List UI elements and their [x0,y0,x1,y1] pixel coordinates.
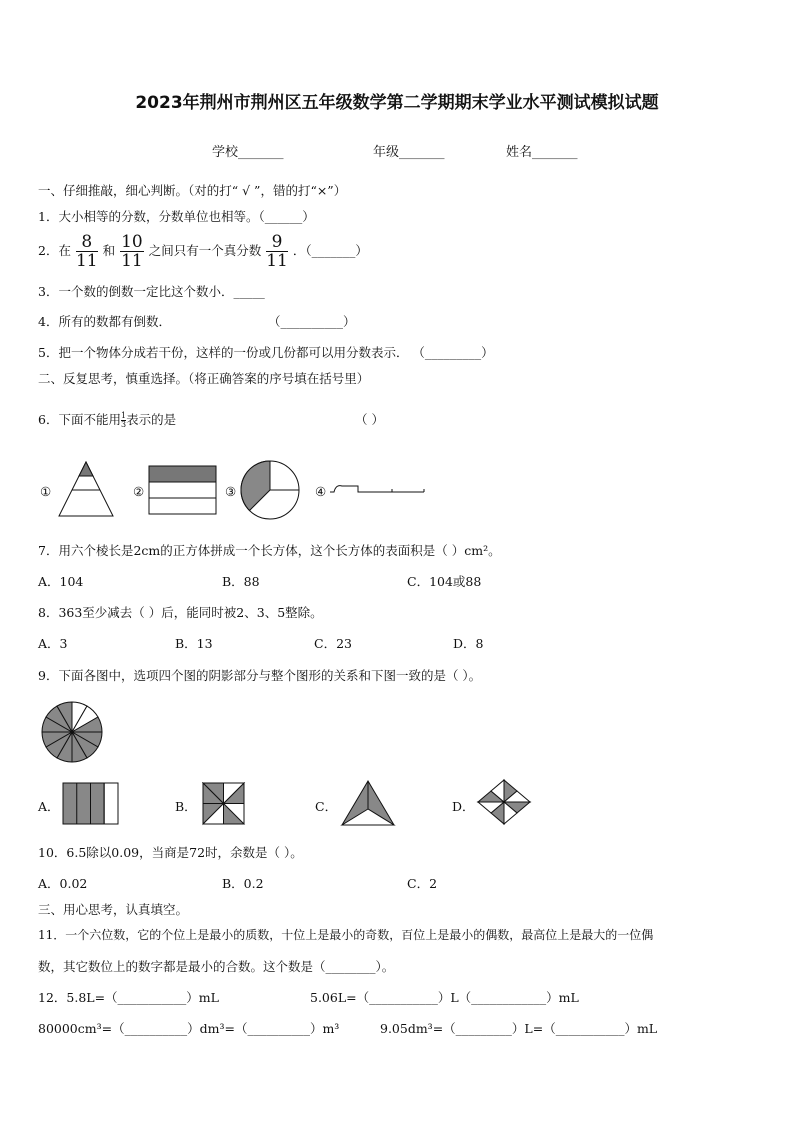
question-11-line-1: 11．一个六位数，它的个位上是最小的质数，十位上是最小的奇数，百位上是最小的偶数，最高位上是最大的一位偶 [38,928,654,942]
fraction-1-3: $\frac{1}{3}$ [120,411,127,429]
q10-option-c: C．2 [407,876,438,891]
q6-line-figure [328,480,428,496]
grade-field: 年级_______ [373,145,445,160]
question-10: 10．6.5除以0.09，当商是72时，余数是（ ）。 [38,845,303,860]
question-11-line-2: 数，其它数位上的数字都是最小的合数。这个数是（________）。 [38,959,395,974]
question-6 [38,410,176,429]
q2-suffix: ．（_______） [292,243,368,258]
section-2-heading: 二、反复思考，慎重选择。（将正确答案的序号填在括号里） [38,371,370,386]
q9-option-c-figure [340,779,396,827]
q8-option-d: D．8 [453,636,484,651]
q9-option-c-label: C． [315,799,338,814]
question-9: 9．下面各图中，选项四个图的阴影部分与整个图形的关系和下图一致的是（ ）。 [38,668,482,683]
q10-option-b: B．0.2 [222,876,264,891]
q6-triangle-figure [56,458,116,520]
q6-option-4-label: ④ [315,484,327,499]
q8-option-c: C．23 [314,636,352,651]
q9-option-a-figure [62,782,120,826]
q7-option-a: A．104 [38,574,84,589]
q6-option-3-label: ③ [225,484,237,499]
q8-option-a: A．3 [38,636,68,651]
page-title: 2023年荆州市荆州区五年级数学第二学期期末学业水平测试模拟试题 [135,93,659,113]
q9-option-d-figure [476,778,532,826]
q6-prefix: 6．下面不能用 [38,412,121,427]
section-1-heading: 一、仔细推敲，细心判断。（对的打“ √ ”，错的打“×”） [38,183,347,198]
q9-reference-circle [40,700,104,764]
question-4: 4．所有的数都有倒数． [38,314,171,329]
question-1: 1．大小相等的分数，分数单位也相等。（______） [38,209,315,224]
school-field: 学校_______ [212,145,284,160]
q6-rectangle-figure [148,465,218,517]
section-3-heading: 三、用心思考，认真填空。 [38,902,189,917]
q7-option-c: C．104或88 [407,574,482,589]
q2-and: 和 [102,243,116,258]
question-12-part-1: 12．5.8L=（___________）mL [38,990,219,1005]
fraction-9-11: $\frac{9}{11}$ [266,232,288,271]
question-2 [38,233,368,270]
q7-option-b: B．88 [222,574,260,589]
q6-option-2-label: ② [133,484,145,499]
question-12-part-2: 5.06L=（___________）L（____________）mL [310,990,579,1005]
q9-option-b-label: B． [175,799,197,814]
question-12-part-4: 9.05dm³=（_________）L=（___________）mL [380,1021,658,1036]
question-4-answer: （__________） [268,314,356,329]
q9-option-d-label: D． [452,799,475,814]
q8-option-b: B．13 [175,636,213,651]
q10-option-a: A．0.02 [38,876,88,891]
q2-prefix: 2．在 [38,243,71,258]
fraction-8-11: $\frac{8}{11}$ [75,232,98,271]
q6-option-1-label: ① [40,484,52,499]
q9-option-a-label: A． [38,799,60,814]
question-3: 3．一个数的倒数一定比这个数小．_____ [38,284,265,299]
question-5: 5．把一个物体分成若干份，这样的一份或几份都可以用分数表示． （_________） [38,345,494,360]
question-12-part-3: 80000cm³=（__________）dm³=（__________）m³ [38,1021,340,1036]
question-7: 7．用六个棱长是2cm的正方体拼成一个长方体，这个长方体的表面积是（ ）cm²。 [38,543,501,558]
name-field: 姓名_______ [506,145,578,160]
q6-suffix: 表示的是 [126,412,177,427]
question-6-answer: （ ） [355,412,384,427]
q9-option-b-figure [202,782,246,826]
q6-circle-figure [239,459,301,521]
q2-mid: 之间只有一个真分数 [148,243,262,258]
fraction-10-11: $\frac{10}{11}$ [121,232,143,271]
question-8: 8．363至少减去（ ）后，能同时被2、3、5整除。 [38,605,323,620]
